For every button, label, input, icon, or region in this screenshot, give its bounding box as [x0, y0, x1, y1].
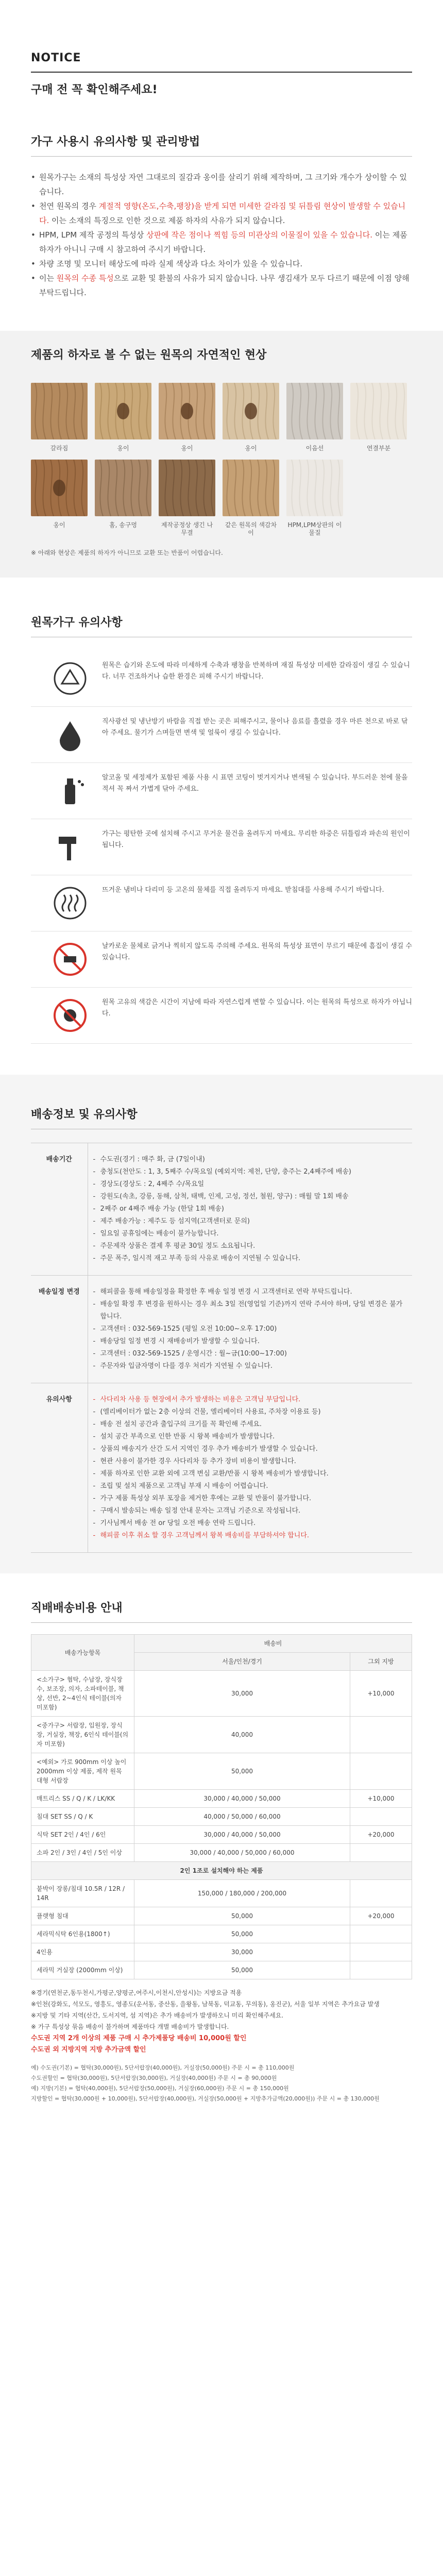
notice-divider	[31, 72, 412, 73]
shipping-item: - 배송당일 일정 변경 시 재배송비가 발생할 수 있습니다.	[93, 1335, 407, 1348]
fee-metro: 40,000	[134, 1717, 350, 1753]
fee-install-local	[350, 1925, 412, 1943]
shipping-item: - 주문 폭주, 일시적 재고 부족 등의 사유로 배송이 지연될 수 있습니다.	[93, 1252, 407, 1265]
shipping-item: - 현관 사용이 불가한 경우 사다리차 등 추가 장비 비용이 발생합니다.	[93, 1455, 407, 1468]
caution-list	[31, 170, 412, 300]
fee-row	[31, 1844, 412, 1862]
shipping-item: - 주문자와 입금자명이 다를 경우 처리가 지연될 수 있습니다.	[93, 1360, 407, 1372]
fee-metro: 30,000	[134, 1671, 350, 1717]
fee-item: 매트리스 SS / Q / K / LK/KK	[31, 1790, 134, 1808]
wood-caption: 연결부분	[366, 445, 391, 452]
care-text: 알코올 및 세정제가 포함된 제품 사용 시 표면 코팅이 벗겨지거나 변색될 수 있습니다. 부드러운 천에 물을 적셔 꼭 짜서 가볍게 닦아 주세요.	[102, 774, 408, 793]
fee-install-metro: 50,000	[134, 1961, 350, 1979]
fee-table	[31, 1634, 412, 1979]
wood-caption: 홈, 송구멍	[109, 521, 137, 529]
shipping-item: - 수도권(경기 : 매주 화, 금 (7일이내)	[93, 1154, 407, 1166]
shipping-item: - 경상도(경상도 : 2, 4째주 수/목요일	[93, 1178, 407, 1191]
fee-item: <중가구> 서랍장, 입원장, 장식장, 거실장, 책장, 6인식 테이블(의자 미포함)	[31, 1717, 134, 1753]
care-list	[31, 651, 412, 1044]
wood-caption: 제작공정상 생긴 나무결	[161, 521, 213, 536]
fee-install-row	[31, 1961, 412, 1979]
shipping-item: - 해피콜 이후 취소 할 경우 고객님께서 왕복 배송비를 부담하셔야 합니다.	[93, 1530, 407, 1542]
wood-sample-image	[350, 383, 407, 439]
shipping-label: 배송기간	[31, 1143, 88, 1276]
fee-metro: 30,000 / 40,000 / 50,000 / 60,000	[134, 1844, 350, 1862]
wood-sample	[286, 460, 343, 537]
fee-install-metro: 30,000	[134, 1943, 350, 1961]
caution-item: • 원목가구는 소재의 특성상 자연 그대로의 질감과 옹이를 살리기 위해 제작하며, 그 크기와 개수가 상이할 수 있습니다.	[31, 170, 412, 199]
shipping-row	[31, 1276, 412, 1383]
fee-install-item: 붙박이 장롱/침대 10.5R / 12R / 14R	[31, 1880, 134, 1907]
care-text: 날카로운 물체로 긁거나 찍히지 않도록 주의해 주세요. 원목의 특성상 표면이 무르기 때문에 흠집이 생길 수 있습니다.	[102, 942, 412, 961]
shipping-item: - 일요일 공휴일에는 배송이 불가능합니다.	[93, 1228, 407, 1240]
fee-item: 침대 SET SS / Q / K	[31, 1808, 134, 1826]
water-drop-icon	[52, 716, 89, 753]
shipping-item: - 배송일 확정 후 변경을 원하시는 경우 최소 3일 전(영업일 기준)까지 연락 주셔야 하며, 당일 변경은 불가합니다.	[93, 1298, 407, 1323]
shipping-title: 배송정보 및 유의사항	[31, 1106, 412, 1129]
fee-notes	[31, 1988, 412, 2032]
care-text: 뜨거운 냄비나 다리미 등 고온의 물체를 직접 올려두지 마세요. 받침대를 사용해 주시기 바랍니다.	[102, 886, 384, 894]
hammer-icon	[52, 828, 89, 866]
fee-local	[350, 1753, 412, 1790]
shipping-item: - 설치 공간 부족으로 인한 반품 시 왕복 배송비가 발생합니다.	[93, 1431, 407, 1443]
wood-sample	[159, 460, 215, 537]
care-item	[31, 763, 412, 819]
fee-bold-notes	[31, 2033, 412, 2056]
care-section	[0, 614, 443, 1044]
wood-sample-image	[31, 383, 88, 439]
sun-icon	[52, 997, 89, 1034]
fee-head-local: 그외 지방	[350, 1653, 412, 1671]
care-item	[31, 707, 412, 763]
fee-body	[31, 1671, 412, 1979]
fee-bold-note: 수도권 외 지방지역 지방 추가금액 할인	[31, 2046, 146, 2054]
shipping-item: - 주문제작 상품은 결제 후 평균 30일 정도 소요됩니다.	[93, 1240, 407, 1252]
wood-caption: HPM,LPM상판의 이물질	[287, 521, 342, 536]
shipping-item: - 가구 제품 특성상 외부 포장을 제거한 후에는 교환 및 반품이 불가합니다.	[93, 1493, 407, 1505]
fee-install-title: 2인 1조로 설치해야 하는 제품	[31, 1862, 412, 1880]
fee-head-metro: 서울/인천/경기	[134, 1653, 350, 1671]
caution-item: • 이는 원목의 수종 특성으로 교환 및 환불의 사유가 되지 않습니다. 나무 생김새가 모두 다르기 때문에 이점 양해 부탁드립니다.	[31, 271, 412, 300]
fee-row	[31, 1671, 412, 1717]
wood-title: 제품의 하자로 볼 수 없는 원목의 자연적인 현상	[31, 349, 267, 362]
shipping-item: - 구매시 발송되는 배송 일정 안내 문자는 고객님 기준으로 작성됩니다.	[93, 1505, 407, 1517]
wood-sample	[95, 383, 151, 452]
shipping-item: - 강원도(속초, 강릉, 동해, 삼척, 태백, 인제, 고성, 정선, 철원, 양구) : 매월 말 1회 배송	[93, 1191, 407, 1203]
wood-sample-image	[159, 460, 215, 516]
shipping-item: - 사다리차 사용 등 현장에서 추가 발생하는 비용은 고객님 부담입니다.	[93, 1394, 407, 1406]
shipping-content	[88, 1383, 412, 1553]
shipping-table	[31, 1143, 412, 1553]
wood-phenomena-section	[0, 331, 443, 578]
fee-title: 직배배송비용 안내	[31, 1599, 412, 1623]
fee-install-row	[31, 1880, 412, 1907]
fee-install-header	[31, 1862, 412, 1880]
wood-sample	[31, 383, 88, 452]
wood-caption: 옹이	[53, 521, 65, 529]
fee-install-local	[350, 1943, 412, 1961]
shipping-item: - 제주 배송가능 : 제주도 등 섬지역(고객센터로 문의)	[93, 1215, 407, 1228]
caution-highlight: 상판에 작은 점이나 찍힘 등의 미관상의 이물질이 있을 수 있습니다.	[146, 230, 373, 240]
wood-grid	[31, 383, 412, 537]
fee-local: +20,000	[350, 1826, 412, 1844]
shipping-row	[31, 1143, 412, 1276]
fee-metro: 30,000 / 40,000 / 50,000	[134, 1826, 350, 1844]
fee-install-local	[350, 1961, 412, 1979]
fee-metro: 50,000	[134, 1753, 350, 1790]
shipping-item: - 충청도(천안도 : 1, 3, 5째주 수/목요일 (예외지역: 제천, 단양, 충주는 2,4째주에 배송)	[93, 1166, 407, 1178]
wood-sample-image	[95, 460, 151, 516]
shipping-list	[93, 1154, 407, 1265]
heat-icon	[52, 885, 89, 922]
fee-install-row	[31, 1925, 412, 1943]
fee-install-metro: 150,000 / 180,000 / 200,000	[134, 1880, 350, 1907]
care-title: 원목가구 유의사항	[31, 614, 412, 637]
fee-bold-note: 수도권 지역 2개 이상의 제품 구매 시 추가제품당 배송비 10,000원 할인	[31, 2035, 247, 2042]
care-item	[31, 931, 412, 988]
shipping-item: - 배송 전 설치 공간과 출입구의 크기를 꼭 확인해 주세요.	[93, 1418, 407, 1431]
wood-caption: 같은 원목의 색감차이	[225, 521, 277, 536]
fee-local: +10,000	[350, 1671, 412, 1717]
fee-calc-examples	[31, 2063, 412, 2104]
fee-calc-line: 지방할인 = 협탁(30,000원 + 10,000원), 5단서랍장(40,000원), 거실장(50,000원 + 지방추가금액(20,000원)) 주문 시 = 총 130,000원	[31, 2095, 380, 2102]
fee-section	[0, 1599, 443, 2104]
wood-sample	[223, 460, 279, 537]
notice-header	[0, 0, 443, 97]
fee-note: ※경기(연천군,동두천시,가평군,양평군,여주시,이천시,안성시)는 지방요금 적용	[31, 1989, 242, 1996]
wood-caption: 옹이	[117, 445, 129, 452]
care-item	[31, 819, 412, 875]
fee-local: +10,000	[350, 1790, 412, 1808]
fee-install-local: +20,000	[350, 1907, 412, 1925]
care-text: 원목은 습기와 온도에 따라 미세하게 수축과 팽창을 반복하며 재질 특성상 미세한 갈라짐이 생길 수 있습니다. 너무 건조하거나 습한 환경은 피해 주시기 바랍니다.	[102, 662, 410, 681]
shipping-item: - 2째주 or 4째주 배송 가능 (한달 1회 배송)	[93, 1203, 407, 1215]
fee-note: ※ 가구 특성상 묶음 배송이 불가하며 제품마다 개별 배송비가 발생합니다.	[31, 2023, 229, 2030]
fee-install-item: 플랫형 침대	[31, 1907, 134, 1925]
dryness-icon	[52, 660, 89, 697]
fee-note: ※인천(강화도, 석모도, 영흥도, 영종도(운서동, 중산동, 을왕동, 남북동, 덕교동, 무의동), 옹진군), 서울 일부 지역은 추가요금 발생	[31, 2001, 380, 2008]
wood-sample-image	[159, 383, 215, 439]
wood-caption: 옹이	[245, 445, 257, 452]
notice-title: NOTICE	[31, 52, 81, 64]
shipping-content	[88, 1276, 412, 1383]
fee-item: 소파 2인 / 3인 / 4인 / 5인 이상	[31, 1844, 134, 1862]
care-item	[31, 988, 412, 1044]
fee-item: 식탁 SET 2인 / 4인 / 6인	[31, 1826, 134, 1844]
wood-sample-image	[286, 383, 343, 439]
care-item	[31, 875, 412, 931]
shipping-item: - 고객센터 : 032-569-1525 / 운영시간 : 월~금(10:00~17:00)	[93, 1348, 407, 1360]
wood-sample	[286, 383, 343, 452]
shipping-list	[93, 1394, 407, 1542]
fee-calc-line: 예) 수도권(기본) = 협탁(30,000원), 5단서랍장(40,000원), 거실장(50,000원) 주문 시 = 총 110,000원	[31, 2064, 295, 2071]
shipping-item: - 조립 및 설치 제품으로 고객님 부재 시 배송이 어렵습니다.	[93, 1480, 407, 1493]
wood-caption: 이음선	[305, 445, 324, 452]
caution-title: 가구 사용시 유의사항 및 관리방법	[31, 133, 412, 157]
fee-calc-line: 수도권할인 = 협탁(30,000원), 5단서랍장(30,000원), 거실장(40,000원) 주문 시 = 총 90,000원	[31, 2075, 277, 2081]
fee-calc-line: 예) 지방(기본) = 협탁(40,000원), 5단서랍장(50,000원), 거실장(60,000원) 주문 시 = 총 150,000원	[31, 2085, 289, 2092]
wood-sample-image	[31, 460, 88, 516]
shipping-item: - 고객센터 : 032-569-1525 (평일 오전 10:00~오후 17:00)	[93, 1323, 407, 1335]
wood-sample-image	[223, 460, 279, 516]
wood-note: ※ 아래와 현상은 제품의 하자가 아니므로 교환 또는 반품이 어렵습니다.	[31, 549, 223, 556]
fee-install-metro: 50,000	[134, 1925, 350, 1943]
fee-install-metro: 50,000	[134, 1907, 350, 1925]
care-item	[31, 651, 412, 707]
notice-subtitle: 구매 전 꼭 확인해주세요!	[31, 83, 158, 96]
spray-icon	[52, 772, 89, 809]
fee-local	[350, 1717, 412, 1753]
fee-row	[31, 1826, 412, 1844]
caution-highlight: 계절적 영향(온도,수축,팽창)을 받게 되면 미세한 갈라짐 및 뒤틀림 현상이 발생할 수 있습니다.	[39, 201, 406, 225]
fee-row	[31, 1790, 412, 1808]
wood-sample	[159, 383, 215, 452]
fee-local	[350, 1844, 412, 1862]
wood-sample-image	[223, 383, 279, 439]
fee-item: <소가구> 협탁, 수납장, 장식장수, 보조장, 의자, 소파테이블, 책상, 선반, 2~4인식 테이블(의자 미포함)	[31, 1671, 134, 1717]
caution-item: • HPM, LPM 제작 공정의 특성상 상판에 작은 점이나 찍힘 등의 미관상의 이물질이 있을 수 있습니다. 이는 제품 하자가 아니니 구매 시 참고하여 주시기 바랍니다.	[31, 228, 412, 257]
shipping-label: 유의사항	[31, 1383, 88, 1553]
wood-sample-image	[286, 460, 343, 516]
caution-highlight: 원목의 수종 특성	[56, 274, 114, 283]
fee-install-row	[31, 1943, 412, 1961]
fee-head-group: 배송비	[134, 1635, 412, 1653]
fee-install-item: 세라믹식탁 6인용(1800↑)	[31, 1925, 134, 1943]
fee-row	[31, 1753, 412, 1790]
wood-sample	[223, 383, 279, 452]
fee-note: ※지방 및 기타 지역(산간, 도서지역, 섬 지역)은 추가 배송비가 발생하오니 미리 확인해주세요.	[31, 2012, 284, 2019]
care-text: 직사광선 및 냉난방기 바람을 직접 받는 곳은 피해주시고, 물이나 음료를 흘렸을 경우 마른 천으로 바로 닦아 주세요. 물기가 스며들면 변색 및 얼룩이 생길 수 있습니다.	[102, 718, 408, 737]
wood-sample	[31, 460, 88, 537]
fee-install-row	[31, 1907, 412, 1925]
shipping-item: - 상품의 배송지가 산간 도서 지역인 경우 추가 배송비가 발생할 수 있습니다.	[93, 1443, 407, 1455]
caution-item: • 차량 조명 및 모니터 해상도에 따라 실제 색상과 다소 차이가 있을 수 있습니다.	[31, 257, 412, 271]
shipping-item: - 제품 하자로 인한 교환 외에 고객 변심 교환/반품 시 왕복 배송비가 발생합니다.	[93, 1468, 407, 1480]
wood-caption: 갈라짐	[50, 445, 69, 452]
shipping-item: - 해피콜을 통해 배송일정을 확정한 후 배송 일정 변경 시 고객센터로 연락 부탁드립니다.	[93, 1286, 407, 1298]
shipping-list	[93, 1286, 407, 1372]
shipping-item: - (엘리베이터가 없는 2층 이상의 건물, 엘리베이터 사용료, 주차장 이용료 등)	[93, 1406, 407, 1418]
fee-metro: 40,000 / 50,000 / 60,000	[134, 1808, 350, 1826]
caution-section	[0, 133, 443, 300]
fee-row	[31, 1808, 412, 1826]
fee-head-item: 배송가능항목	[31, 1635, 134, 1671]
wood-sample	[350, 383, 407, 452]
shipping-item: - 기사님께서 배송 전 or 당일 오전 배송 연락 드립니다.	[93, 1517, 407, 1530]
wood-sample	[95, 460, 151, 537]
fee-item: <예외> 가로 900mm 이상 높이 2000mm 이상 제품, 제작 원목 대형 서랍장	[31, 1753, 134, 1790]
shipping-content	[88, 1143, 412, 1276]
shipping-label: 배송일정 변경	[31, 1276, 88, 1383]
wood-caption: 옹이	[181, 445, 193, 452]
fee-install-item: 4인용	[31, 1943, 134, 1961]
no-scratch-icon	[52, 941, 89, 978]
wood-sample-image	[95, 383, 151, 439]
caution-item: • 천연 원목의 경우 계절적 영향(온도,수축,팽창)을 받게 되면 미세한 갈라짐 및 뒤틀림 현상이 발생할 수 있습니다. 이는 소재의 특징으로 인한 것으로 제품 하자의 사유가 되지 않습니다.	[31, 199, 412, 228]
fee-local	[350, 1808, 412, 1826]
care-text: 가구는 평탄한 곳에 설치해 주시고 무거운 물건을 올려두지 마세요. 무리한 하중은 뒤틀림과 파손의 원인이 됩니다.	[102, 830, 410, 849]
shipping-section	[0, 1075, 443, 1573]
fee-row	[31, 1717, 412, 1753]
fee-install-local	[350, 1880, 412, 1907]
care-text: 원목 고유의 색감은 시간이 지남에 따라 자연스럽게 변할 수 있습니다. 이는 원목의 특성으로 하자가 아닙니다.	[102, 998, 412, 1018]
fee-install-item: 세라믹 거실장 (2000mm 이상)	[31, 1961, 134, 1979]
shipping-row	[31, 1383, 412, 1553]
fee-metro: 30,000 / 40,000 / 50,000	[134, 1790, 350, 1808]
